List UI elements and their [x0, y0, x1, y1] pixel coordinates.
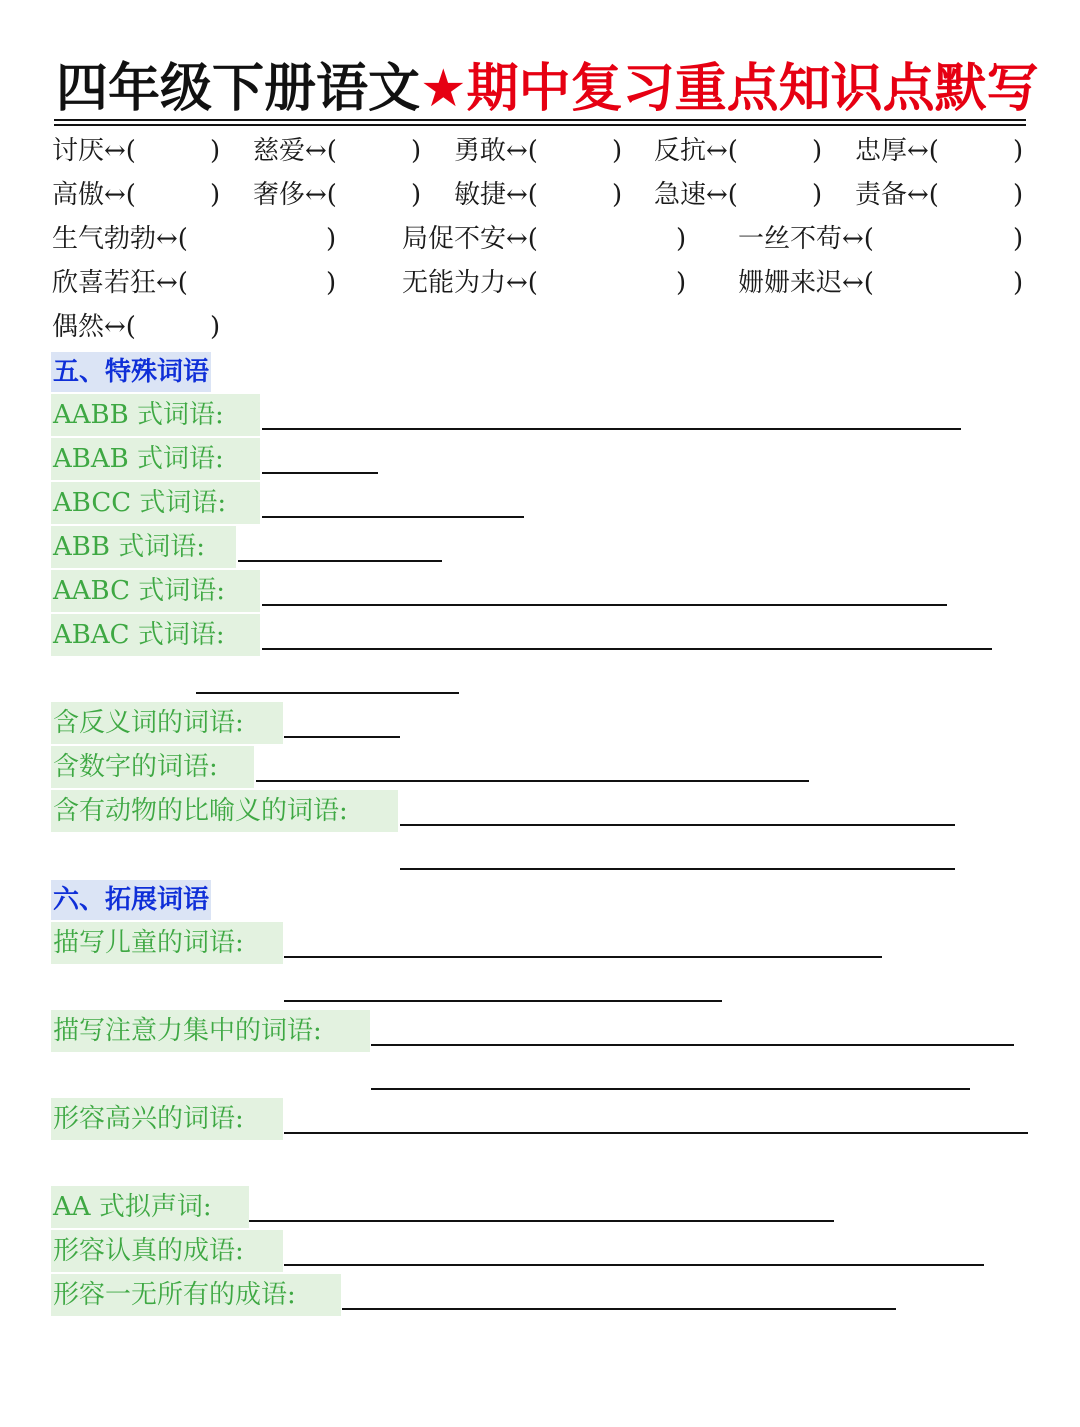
- answer-line-abac[interactable]: [262, 648, 992, 650]
- antonym-item: 一丝不苟↔( ): [738, 224, 1024, 254]
- label-abab: ABAB 式词语:: [51, 438, 260, 480]
- antonym-item: 姗姗来迟↔( ): [738, 268, 1024, 298]
- antonym-item: 高傲↔( ): [52, 180, 221, 210]
- answer-line-abb[interactable]: [238, 560, 442, 562]
- antonym-item: 忠厚↔( ): [855, 136, 1024, 166]
- label-number-words: 含数字的词语:: [51, 746, 254, 788]
- section-heading-extended-words: 六、拓展词语: [51, 880, 211, 920]
- antonym-item: 勇敢↔( ): [454, 136, 623, 166]
- antonym-row-4: [0, 262, 1080, 304]
- antonym-row-1: [0, 130, 1080, 172]
- title-rule-top: [54, 119, 1026, 121]
- page-title: [56, 56, 1039, 122]
- antonym-row-3: [0, 218, 1080, 260]
- answer-line-aabb[interactable]: [262, 428, 961, 430]
- antonym-item: 讨厌↔( ): [52, 136, 221, 166]
- antonym-row-5: [0, 306, 1080, 348]
- answer-line-earnest-idioms[interactable]: [284, 1264, 984, 1266]
- antonym-item: 无能为力↔( ): [402, 268, 687, 298]
- antonym-item: 偶然↔( ): [52, 312, 221, 342]
- antonym-item: 奢侈↔( ): [253, 180, 422, 210]
- answer-line-children-words[interactable]: [284, 956, 882, 958]
- label-focus-words: 描写注意力集中的词语:: [51, 1010, 370, 1052]
- answer-line-aabc[interactable]: [262, 604, 947, 606]
- label-nothing-idioms: 形容一无所有的成语:: [51, 1274, 341, 1316]
- answer-line-animal-metaphor-continued[interactable]: [400, 868, 955, 870]
- section-heading-special-words: 五、特殊词语: [51, 352, 211, 392]
- answer-line-children-words-continued[interactable]: [284, 1000, 722, 1002]
- label-abb: ABB 式词语:: [51, 526, 236, 568]
- antonym-item: 欣喜若狂↔( ): [52, 268, 337, 298]
- answer-line-antonym-words[interactable]: [284, 736, 400, 738]
- answer-line-abac-continued[interactable]: [196, 692, 459, 694]
- antonym-item: 反抗↔( ): [654, 136, 823, 166]
- answer-line-nothing-idioms[interactable]: [342, 1308, 896, 1310]
- antonym-item: 责备↔( ): [855, 180, 1024, 210]
- label-aa-onomatopoeia: AA 式拟声词:: [51, 1186, 249, 1228]
- title-rule-bottom: [54, 124, 1026, 126]
- antonym-item: 生气勃勃↔( ): [52, 224, 337, 254]
- antonym-item: 急速↔( ): [654, 180, 823, 210]
- answer-line-aa-onomatopoeia[interactable]: [249, 1220, 834, 1222]
- label-abac: ABAC 式词语:: [51, 614, 260, 656]
- antonym-item: 慈爱↔( ): [253, 136, 422, 166]
- answer-line-animal-metaphor[interactable]: [400, 824, 955, 826]
- label-earnest-idioms: 形容认真的成语:: [51, 1230, 283, 1272]
- title-highlight: ★期中复习重点知识点默写: [420, 59, 1039, 119]
- label-aabc: AABC 式词语:: [51, 570, 260, 612]
- label-antonym-words: 含反义词的词语:: [51, 702, 283, 744]
- label-happy-words: 形容高兴的词语:: [51, 1098, 283, 1140]
- answer-line-number-words[interactable]: [256, 780, 809, 782]
- answer-line-happy-words[interactable]: [284, 1132, 1028, 1134]
- antonym-item: 局促不安↔( ): [402, 224, 687, 254]
- label-children-words: 描写儿童的词语:: [51, 922, 283, 964]
- answer-line-abcc[interactable]: [262, 516, 524, 518]
- answer-line-focus-words-continued[interactable]: [371, 1088, 970, 1090]
- label-animal-metaphor-words: 含有动物的比喻义的词语:: [51, 790, 398, 832]
- label-abcc: ABCC 式词语:: [51, 482, 260, 524]
- answer-line-abab[interactable]: [262, 472, 378, 474]
- label-aabb: AABB 式词语:: [51, 394, 260, 436]
- antonym-item: 敏捷↔( ): [454, 180, 623, 210]
- title-main: 四年级下册语文: [56, 59, 421, 119]
- answer-line-focus-words[interactable]: [371, 1044, 1014, 1046]
- antonym-row-2: [0, 174, 1080, 216]
